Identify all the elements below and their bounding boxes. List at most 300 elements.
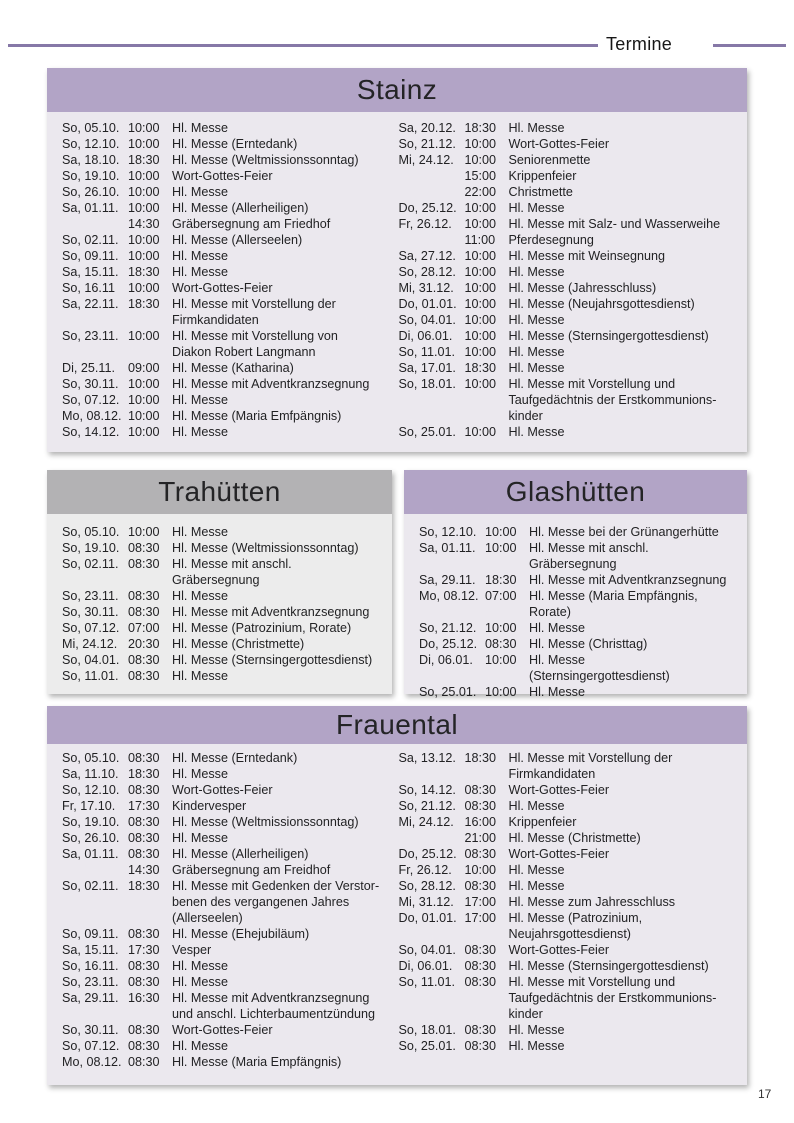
date-cell: So, 12.10. bbox=[62, 137, 120, 151]
event-line: Hl. Messe bbox=[508, 313, 565, 327]
event-cell bbox=[509, 168, 730, 184]
schedule-row bbox=[399, 296, 730, 312]
time-cell: 18:30 bbox=[128, 767, 160, 781]
event-line: Hl. Messe bbox=[172, 393, 228, 407]
schedule-row bbox=[399, 120, 730, 136]
date-cell: So, 04.01. bbox=[62, 653, 120, 667]
schedule-row bbox=[62, 168, 393, 184]
event-cell bbox=[172, 376, 393, 392]
time-cell: 10:00 bbox=[464, 265, 497, 279]
time-cell: 08:30 bbox=[128, 557, 160, 571]
event-cell bbox=[172, 814, 393, 830]
event-line: Christmette bbox=[508, 185, 573, 199]
date-cell: Fr, 26.12. bbox=[398, 863, 452, 877]
event-cell bbox=[172, 862, 393, 878]
date-cell: So, 18.01. bbox=[398, 1023, 456, 1037]
schedule-column bbox=[62, 120, 399, 444]
schedule-row bbox=[62, 926, 393, 942]
time-cell: 08:30 bbox=[464, 847, 497, 861]
event-line: Hl. Messe (Erntedank) bbox=[172, 137, 298, 151]
event-cell bbox=[172, 360, 393, 376]
event-cell bbox=[509, 136, 730, 152]
schedule-row bbox=[62, 620, 374, 636]
schedule-row bbox=[399, 360, 730, 376]
event-cell bbox=[509, 974, 730, 1022]
event-line: Hl. Messe bbox=[172, 589, 228, 603]
time-cell: 08:30 bbox=[128, 847, 160, 861]
event-line: Hl. Messe mit Gedenken der Verstor- bbox=[172, 879, 380, 893]
page-header bbox=[0, 34, 794, 60]
time-cell: 15:00 bbox=[464, 169, 497, 183]
date-cell: So, 30.11. bbox=[62, 377, 119, 391]
event-cell bbox=[172, 974, 393, 990]
event-line: Hl. Messe (Weltmissionssonntag) bbox=[172, 541, 359, 555]
event-cell bbox=[509, 1038, 730, 1054]
event-line: Hl. Messe (Sternsingergottesdienst) bbox=[508, 959, 709, 973]
time-cell: 10:00 bbox=[464, 249, 497, 263]
schedule-row bbox=[399, 328, 730, 344]
date-cell: So, 11.01. bbox=[398, 975, 455, 989]
time-cell: 10:00 bbox=[128, 525, 160, 539]
event-line: Hl. Messe bbox=[508, 265, 565, 279]
event-line: Vesper bbox=[172, 943, 212, 957]
event-cell bbox=[509, 328, 730, 344]
event-line: kinder bbox=[508, 1007, 543, 1021]
event-line: Pferdesegnung bbox=[508, 233, 594, 247]
time-cell: 10:00 bbox=[464, 153, 497, 167]
schedule-row bbox=[399, 846, 730, 862]
event-cell bbox=[509, 942, 730, 958]
event-line: Hl. Messe bbox=[529, 621, 585, 635]
event-line: Hl. Messe (Maria Empfängnis, Rorate) bbox=[529, 589, 698, 619]
event-cell bbox=[509, 216, 730, 232]
section-title-frauental: Frauental bbox=[336, 709, 458, 740]
event-line: Wort-Gottes-Feier bbox=[172, 1023, 273, 1037]
date-cell: Mo, 08.12. bbox=[62, 1055, 122, 1069]
schedule-row bbox=[399, 344, 730, 360]
date-cell: So, 21.12. bbox=[419, 621, 477, 635]
event-line: Hl. Messe bbox=[172, 249, 228, 263]
date-cell: Sa, 01.11. bbox=[62, 847, 119, 861]
date-cell: So, 21.12. bbox=[398, 137, 456, 151]
event-cell bbox=[509, 248, 730, 264]
section-body-trahuetten bbox=[47, 514, 392, 694]
event-cell bbox=[509, 264, 730, 280]
schedule-row bbox=[62, 248, 393, 264]
event-line: Neujahrsgottesdienst) bbox=[508, 927, 632, 941]
time-cell: 10:00 bbox=[485, 653, 517, 667]
event-line: Kindervesper bbox=[172, 799, 247, 813]
date-cell: So, 25.01. bbox=[398, 425, 456, 439]
schedule-row bbox=[399, 910, 730, 942]
section-header-glashuetten bbox=[404, 470, 747, 514]
time-cell: 08:30 bbox=[128, 669, 160, 683]
date-cell: Do, 01.01. bbox=[398, 911, 457, 925]
event-cell bbox=[172, 830, 393, 846]
section-frauental bbox=[47, 706, 747, 1085]
event-line: Hl. Messe mit Vorstellung von bbox=[172, 329, 338, 343]
section-glashuetten bbox=[404, 470, 747, 699]
event-cell bbox=[509, 830, 730, 846]
event-cell bbox=[172, 958, 393, 974]
schedule-row bbox=[62, 376, 393, 392]
time-cell: 10:00 bbox=[128, 233, 160, 247]
date-cell: So, 23.11. bbox=[62, 329, 119, 343]
date-cell: Mi, 24.12. bbox=[398, 815, 454, 829]
event-line: Hl. Messe (Allerseelen) bbox=[172, 233, 303, 247]
schedule-row bbox=[62, 408, 393, 424]
event-cell bbox=[172, 120, 393, 136]
event-line: Diakon Robert Langmann bbox=[172, 345, 316, 359]
time-cell: 08:30 bbox=[128, 605, 160, 619]
date-cell: Do, 01.01. bbox=[398, 297, 457, 311]
event-line: Hl. Messe mit anschl. Gräbersegnung bbox=[172, 557, 292, 587]
time-cell: 10:00 bbox=[128, 377, 160, 391]
schedule-row bbox=[62, 1054, 393, 1070]
event-line: (Allerseelen) bbox=[172, 911, 243, 925]
schedule-row bbox=[419, 540, 729, 572]
event-line: Wort-Gottes-Feier bbox=[508, 137, 610, 151]
schedule-row bbox=[399, 216, 730, 232]
event-cell bbox=[509, 782, 730, 798]
date-cell: Fr, 26.12. bbox=[398, 217, 452, 231]
date-cell: So, 07.12. bbox=[62, 1039, 120, 1053]
event-line: Hl. Messe (Neujahrsgottesdienst) bbox=[508, 297, 695, 311]
time-cell: 11:00 bbox=[464, 233, 496, 247]
schedule-row bbox=[62, 1038, 393, 1054]
schedule-row bbox=[399, 376, 730, 424]
section-title-glashuetten: Glashütten bbox=[505, 476, 646, 507]
date-cell: Sa, 01.11. bbox=[419, 541, 476, 555]
time-cell: 08:30 bbox=[464, 879, 497, 893]
schedule-row bbox=[62, 200, 393, 216]
event-cell bbox=[509, 878, 730, 894]
event-line: Krippenfeier bbox=[508, 169, 577, 183]
time-cell: 17:30 bbox=[128, 943, 160, 957]
section-title-stainz: Stainz bbox=[356, 74, 438, 105]
date-cell: Sa, 22.11. bbox=[62, 297, 119, 311]
event-cell bbox=[529, 636, 729, 652]
event-line: Hl. Messe (Jahresschluss) bbox=[508, 281, 657, 295]
schedule-row bbox=[62, 296, 393, 328]
date-cell: So, 16.11. bbox=[62, 959, 119, 973]
event-cell bbox=[172, 200, 393, 216]
time-cell: 10:00 bbox=[464, 201, 497, 215]
event-line: Taufgedächtnis der Erstkommunions- bbox=[508, 991, 717, 1005]
date-cell: So, 11.01. bbox=[62, 669, 119, 683]
schedule-row bbox=[62, 604, 374, 620]
section-trahuetten bbox=[47, 470, 392, 694]
time-cell: 10:00 bbox=[464, 297, 497, 311]
event-line: Hl. Messe bbox=[529, 685, 585, 699]
time-cell: 07:00 bbox=[128, 621, 160, 635]
section-title-trahuetten: Trahütten bbox=[158, 476, 281, 507]
date-cell: Do, 25.12. bbox=[398, 201, 457, 215]
date-cell: Sa, 13.12. bbox=[398, 751, 456, 765]
date-cell: Mi, 31.12. bbox=[398, 281, 454, 295]
event-cell bbox=[509, 894, 730, 910]
event-line: Hl. Messe bbox=[508, 345, 565, 359]
schedule-row bbox=[62, 814, 393, 830]
event-line: Hl. Messe bbox=[172, 425, 228, 439]
schedule-row bbox=[62, 392, 393, 408]
date-cell: So, 07.12. bbox=[62, 393, 120, 407]
schedule-row bbox=[399, 958, 730, 974]
date-cell: So, 02.11. bbox=[62, 233, 119, 247]
event-cell bbox=[509, 1022, 730, 1038]
event-line: Hl. Messe bbox=[172, 121, 228, 135]
time-cell: 10:00 bbox=[464, 281, 497, 295]
schedule-row bbox=[399, 184, 730, 200]
event-cell bbox=[509, 344, 730, 360]
schedule-row bbox=[399, 424, 730, 440]
time-cell: 21:00 bbox=[464, 831, 497, 845]
event-line: Hl. Messe bbox=[508, 879, 565, 893]
schedule-row bbox=[62, 830, 393, 846]
date-cell: So, 12.10. bbox=[419, 525, 477, 539]
schedule-row bbox=[62, 120, 393, 136]
schedule-row bbox=[419, 524, 729, 540]
time-cell: 08:30 bbox=[464, 959, 497, 973]
schedule-row bbox=[399, 280, 730, 296]
time-cell: 18:30 bbox=[485, 573, 517, 587]
event-line: Hl. Messe bbox=[508, 361, 565, 375]
schedule-row bbox=[399, 200, 730, 216]
event-line: Hl. Messe (Maria Emfpängnis) bbox=[172, 409, 342, 423]
event-cell bbox=[172, 424, 393, 440]
event-line: Hl. Messe (Allerheiligen) bbox=[172, 847, 309, 861]
schedule-row bbox=[419, 620, 729, 636]
event-line: Hl. Messe mit Adventkranzsegnung bbox=[172, 991, 370, 1005]
event-line: Hl. Messe bbox=[508, 201, 565, 215]
event-line: Hl. Messe mit Adventkranzsegnung bbox=[172, 605, 370, 619]
event-line: Hl. Messe bbox=[508, 863, 565, 877]
time-cell: 08:30 bbox=[128, 1039, 160, 1053]
time-cell: 10:00 bbox=[485, 685, 517, 699]
time-cell: 10:00 bbox=[128, 393, 160, 407]
date-cell: Sa, 20.12. bbox=[398, 121, 456, 135]
schedule-row bbox=[62, 668, 374, 684]
schedule-row bbox=[62, 556, 374, 588]
event-line: Hl. Messe mit Vorstellung und bbox=[508, 377, 676, 391]
event-cell bbox=[172, 1054, 393, 1070]
event-line: Hl. Messe bbox=[508, 121, 565, 135]
event-line: Firmkandidaten bbox=[172, 313, 259, 327]
event-line: Hl. Messe zum Jahresschluss bbox=[508, 895, 676, 909]
event-cell bbox=[509, 312, 730, 328]
event-line: Hl. Messe (Patrozinium, Rorate) bbox=[172, 621, 352, 635]
event-line: Wort-Gottes-Feier bbox=[172, 281, 273, 295]
time-cell: 08:30 bbox=[464, 1023, 497, 1037]
time-cell: 10:00 bbox=[464, 313, 497, 327]
time-cell: 07:00 bbox=[485, 589, 517, 603]
date-cell: So, 23.11. bbox=[62, 975, 119, 989]
event-cell bbox=[172, 588, 374, 604]
date-cell: Do, 25.12. bbox=[419, 637, 478, 651]
schedule-column bbox=[419, 524, 735, 699]
section-header-stainz bbox=[47, 68, 747, 112]
schedule-row bbox=[62, 782, 393, 798]
date-cell: So, 14.12. bbox=[398, 783, 456, 797]
event-cell bbox=[172, 248, 393, 264]
date-cell: So, 02.11. bbox=[62, 879, 119, 893]
page-number: 17 bbox=[758, 1087, 772, 1101]
schedule-column bbox=[62, 750, 399, 1077]
time-cell: 16:30 bbox=[128, 991, 160, 1005]
event-cell bbox=[509, 750, 730, 782]
time-cell: 10:00 bbox=[128, 329, 160, 343]
date-cell: So, 19.10. bbox=[62, 169, 120, 183]
event-line: Wort-Gottes-Feier bbox=[508, 943, 610, 957]
schedule-row bbox=[62, 750, 393, 766]
time-cell: 18:30 bbox=[464, 121, 497, 135]
date-cell: So, 11.01. bbox=[398, 345, 455, 359]
schedule-row bbox=[399, 830, 730, 846]
event-line: Wort-Gottes-Feier bbox=[508, 847, 610, 861]
schedule-row bbox=[419, 652, 729, 684]
date-cell: Sa, 27.12. bbox=[398, 249, 456, 263]
time-cell: 10:00 bbox=[128, 121, 160, 135]
event-cell bbox=[172, 136, 393, 152]
event-cell bbox=[509, 184, 730, 200]
event-line: Wort-Gottes-Feier bbox=[508, 783, 610, 797]
time-cell: 10:00 bbox=[485, 621, 517, 635]
time-cell: 08:30 bbox=[128, 1055, 160, 1069]
event-cell bbox=[509, 424, 730, 440]
event-line: Gräbersegnung am Friedhof bbox=[172, 217, 331, 231]
event-cell bbox=[172, 328, 393, 360]
schedule-row bbox=[62, 652, 374, 668]
section-header-frauental bbox=[47, 706, 747, 744]
date-cell: So, 19.10. bbox=[62, 815, 120, 829]
event-cell bbox=[509, 814, 730, 830]
schedule-row bbox=[399, 264, 730, 280]
event-line: Hl. Messe bbox=[172, 959, 228, 973]
event-cell bbox=[529, 588, 729, 620]
event-cell bbox=[509, 200, 730, 216]
header-rule-left bbox=[8, 44, 598, 47]
schedule-row bbox=[62, 958, 393, 974]
section-body-glashuetten bbox=[404, 514, 747, 699]
event-cell bbox=[172, 782, 393, 798]
time-cell: 17:00 bbox=[464, 895, 497, 909]
event-cell bbox=[172, 408, 393, 424]
time-cell: 10:00 bbox=[128, 409, 160, 423]
event-line: Hl. Messe (Weltmissionssonntag) bbox=[172, 153, 359, 167]
event-cell bbox=[509, 296, 730, 312]
schedule-row bbox=[62, 878, 393, 926]
event-cell bbox=[529, 540, 729, 572]
event-cell bbox=[509, 232, 730, 248]
event-line: Hl. Messe bbox=[508, 799, 565, 813]
schedule-row bbox=[399, 750, 730, 782]
event-cell bbox=[509, 120, 730, 136]
event-cell bbox=[172, 878, 393, 926]
event-line: Krippenfeier bbox=[508, 815, 577, 829]
date-cell: Di, 06.01. bbox=[419, 653, 473, 667]
schedule-row bbox=[399, 894, 730, 910]
event-cell bbox=[172, 280, 393, 296]
event-cell bbox=[172, 296, 393, 328]
event-line: und anschl. Lichterbaumentzündung bbox=[172, 1007, 376, 1021]
schedule-row bbox=[62, 152, 393, 168]
date-cell: Sa, 15.11. bbox=[62, 265, 119, 279]
event-line: Hl. Messe (Ehejubiläum) bbox=[172, 927, 310, 941]
date-cell: Di, 06.01. bbox=[398, 959, 453, 973]
schedule-row bbox=[399, 814, 730, 830]
event-cell bbox=[172, 766, 393, 782]
time-cell: 10:00 bbox=[464, 329, 497, 343]
schedule-row bbox=[62, 798, 393, 814]
event-cell bbox=[529, 652, 729, 684]
event-line: Hl. Messe mit Vorstellung und bbox=[508, 975, 676, 989]
event-cell bbox=[172, 392, 393, 408]
event-cell bbox=[172, 264, 393, 280]
event-cell bbox=[509, 958, 730, 974]
schedule-row bbox=[62, 216, 393, 232]
time-cell: 08:30 bbox=[464, 1039, 497, 1053]
date-cell: Di, 25.11. bbox=[62, 361, 115, 375]
event-line: Hl. Messe bei der Grünangerhütte bbox=[529, 525, 719, 539]
event-cell bbox=[172, 216, 393, 232]
schedule-row bbox=[62, 328, 393, 360]
section-body-stainz bbox=[47, 112, 747, 452]
time-cell: 08:30 bbox=[128, 541, 160, 555]
event-cell bbox=[509, 376, 730, 424]
event-line: Wort-Gottes-Feier bbox=[172, 783, 273, 797]
time-cell: 08:30 bbox=[128, 975, 160, 989]
event-cell bbox=[509, 910, 730, 942]
event-line: Hl. Messe mit Adventkranzsegnung bbox=[172, 377, 370, 391]
event-cell bbox=[172, 232, 393, 248]
time-cell: 17:30 bbox=[128, 799, 160, 813]
schedule-row bbox=[399, 152, 730, 168]
event-line: Hl. Messe bbox=[508, 1023, 565, 1037]
date-cell: So, 26.10. bbox=[62, 831, 120, 845]
date-cell: Do, 25.12. bbox=[398, 847, 457, 861]
time-cell: 18:30 bbox=[464, 751, 497, 765]
schedule-row bbox=[62, 990, 393, 1022]
event-cell bbox=[172, 798, 393, 814]
section-body-frauental bbox=[47, 744, 747, 1085]
event-line: Hl. Messe bbox=[508, 425, 565, 439]
event-cell bbox=[172, 524, 374, 540]
event-cell bbox=[172, 750, 393, 766]
time-cell: 10:00 bbox=[464, 345, 497, 359]
schedule-row bbox=[399, 248, 730, 264]
schedule-row bbox=[62, 1022, 393, 1038]
time-cell: 20:30 bbox=[128, 637, 160, 651]
time-cell: 08:30 bbox=[128, 927, 160, 941]
date-cell: Mi, 31.12. bbox=[398, 895, 454, 909]
event-cell bbox=[172, 636, 374, 652]
date-cell: So, 16.11 bbox=[62, 281, 115, 295]
schedule-row bbox=[399, 232, 730, 248]
time-cell: 08:30 bbox=[464, 943, 497, 957]
date-cell: Sa, 18.10. bbox=[62, 153, 120, 167]
time-cell: 08:30 bbox=[128, 783, 160, 797]
event-line: Hl. Messe (Erntedank) bbox=[172, 751, 298, 765]
event-line: Firmkandidaten bbox=[508, 767, 596, 781]
header-rule-right bbox=[713, 44, 786, 47]
event-cell bbox=[172, 184, 393, 200]
date-cell: Mi, 24.12. bbox=[398, 153, 454, 167]
time-cell: 10:00 bbox=[128, 201, 160, 215]
time-cell: 08:30 bbox=[464, 799, 497, 813]
schedule-row bbox=[62, 424, 393, 440]
event-line: Hl. Messe (Christmette) bbox=[172, 637, 305, 651]
schedule-column bbox=[399, 120, 736, 444]
